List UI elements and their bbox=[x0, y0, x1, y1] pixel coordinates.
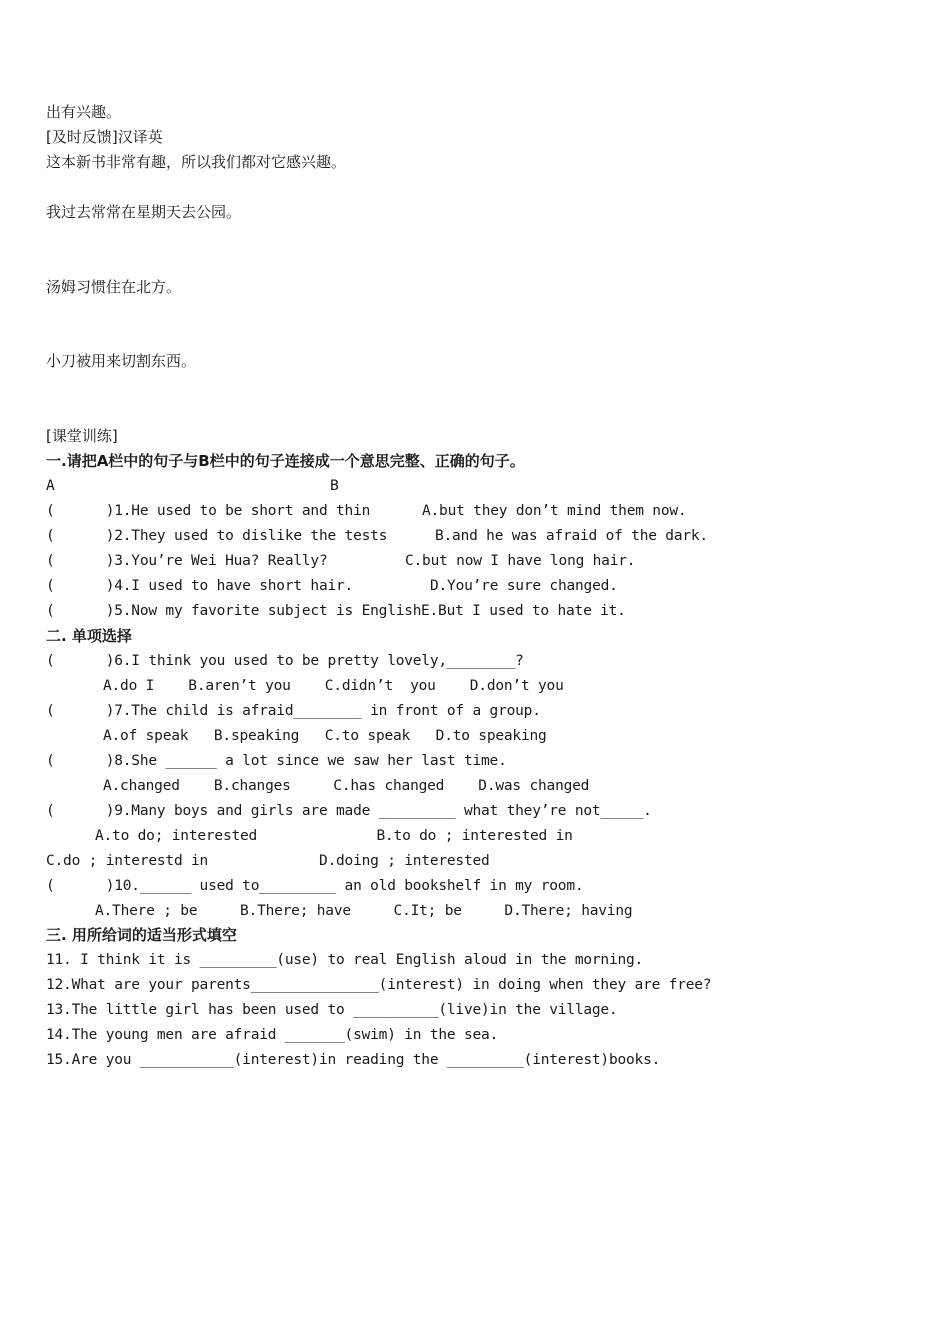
fill-item-14: 14.The young men are afraid _______(swim) in the sea. bbox=[46, 1027, 499, 1043]
question-6: ( )6.I think you used to be pretty lovely,________? bbox=[46, 653, 524, 669]
translation-sentence-2: 我过去常常在星期天去公园。 bbox=[46, 203, 242, 221]
question-8: ( )8.She ______ a lot since we saw her last time. bbox=[46, 753, 507, 769]
part3-title: 三. 用所给词的适当形式填空 bbox=[46, 926, 237, 944]
question-9-options-cd: C.do ; interestd in D.doing ; interested bbox=[46, 853, 490, 869]
question-9: ( )9.Many boys and girls are made _________ what they’re not_____. bbox=[46, 803, 652, 819]
part1-title: 一.请把A栏中的句子与B栏中的句子连接成一个意思完整、正确的句子。 bbox=[46, 452, 525, 470]
intro-tail: 出有兴趣。 bbox=[46, 103, 122, 121]
match-row-3-b: C.but now I have long hair. bbox=[405, 553, 636, 569]
match-row-5-a: ( )5.Now my favorite subject is English bbox=[46, 603, 422, 619]
question-6-options: A.do I B.aren’t you C.didn’t you D.don’t you bbox=[103, 678, 564, 694]
column-b-header: B bbox=[330, 478, 339, 494]
translation-sentence-4: 小刀被用来切割东西。 bbox=[46, 352, 197, 370]
match-row-1-a: ( )1.He used to be short and thin bbox=[46, 503, 371, 519]
match-row-2-a: ( )2.They used to dislike the tests bbox=[46, 528, 388, 544]
match-row-1-b: A.but they don’t mind them now. bbox=[422, 503, 687, 519]
translation-sentence-1: 这本新书非常有趣，所以我们都对它感兴趣。 bbox=[46, 153, 347, 171]
question-7: ( )7.The child is afraid________ in front of a group. bbox=[46, 703, 541, 719]
column-a-header: A bbox=[46, 478, 55, 494]
match-row-5-b: E.But I used to hate it. bbox=[421, 603, 626, 619]
question-8-options: A.changed B.changes C.has changed D.was changed bbox=[103, 778, 590, 794]
fill-item-13: 13.The little girl has been used to __________(live)in the village. bbox=[46, 1002, 618, 1018]
question-7-options: A.of speak B.speaking C.to speak D.to speaking bbox=[103, 728, 547, 744]
translation-sentence-3: 汤姆习惯住在北方。 bbox=[46, 278, 182, 296]
match-row-4-b: D.You’re sure changed. bbox=[430, 578, 618, 594]
match-row-2-b: B.and he was afraid of the dark. bbox=[435, 528, 708, 544]
fill-item-11: 11. I think it is _________(use) to real English aloud in the morning. bbox=[46, 952, 644, 968]
question-10-options: A.There ; be B.There; have C.It; be D.There; having bbox=[95, 903, 633, 919]
match-row-3-a: ( )3.You’re Wei Hua? Really? bbox=[46, 553, 328, 569]
fill-item-15: 15.Are you ___________(interest)in reading the _________(interest)books. bbox=[46, 1052, 661, 1068]
match-row-4-a: ( )4.I used to have short hair. bbox=[46, 578, 354, 594]
feedback-heading: [及时反馈]汉译英 bbox=[46, 128, 163, 146]
question-10: ( )10.______ used to_________ an old bookshelf in my room. bbox=[46, 878, 584, 894]
part2-title: 二. 单项选择 bbox=[46, 627, 132, 645]
practice-heading: [课堂训练] bbox=[46, 427, 118, 445]
question-9-options-ab: A.to do; interested B.to do ; interested in bbox=[95, 828, 573, 844]
fill-item-12: 12.What are your parents_______________(interest) in doing when they are free? bbox=[46, 977, 712, 993]
